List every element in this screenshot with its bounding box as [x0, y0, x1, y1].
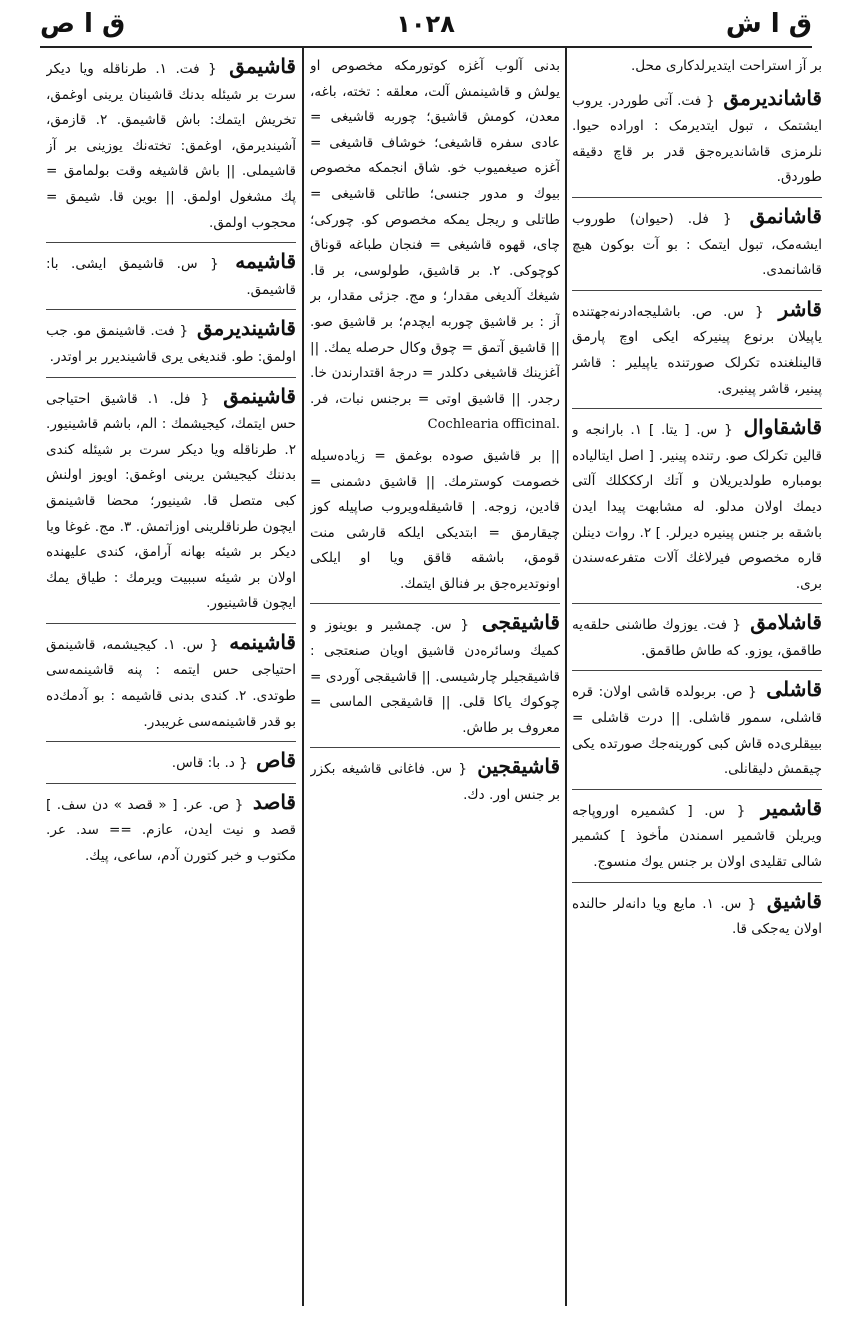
entry-body: { فت. ١. طرناقله ویا دیکر سرت بر شیئله بدنك قاشینان یرینی اوغمق، تخریش ایتمك: باش قاشیمق. ٢. قازمق، آشیندیرمق، اوغمق: تخته‌نك یوزینی بر آز قاشیملی. || باش قاشیغه وقت بولمامق = پك مشغول اولمق. || بوین قا. شیمق = محجوب اولمق. [46, 61, 296, 231]
entry-body: { س. [ یتا. ] ١. بارانجه و قالین تکرلک صو. رتنده پینیر. [ اصل ایتالیاده بومباره طولدیریلان و آتك ارکککلك آلتی دیمك اولان مدلو. له مشابهت پیدا ایدن باشقه بر جنس پینیره دیرلر. ] ٢. روات دینلن قاره مخصوص فیرلاغك آلات متفرعه‌سندن بری. [572, 422, 822, 592]
entry-body: || بر قاشیق صوده بوغمق = زیاده‌سیله خصومت کوسترمك. || قاشیق دشمنی = قادین، زوجه. | قاشیقله‌ویروب صاپیله کوز چیقارمق = ابتدیکی ایلکه قارشی منت قومق، باشقه قاقق ویا او ایلکی اونوتدیره‌جق بر فنالق ایتمك. [310, 447, 560, 592]
entry-headword: قاشیندیرمق [197, 316, 296, 341]
entry-body: { س. ١. مایع ویا دانه‌لر حالنده اولان یه‌جکی قا. [572, 895, 822, 938]
entry-headword: قاشیق [766, 888, 822, 913]
dictionary-entry [572, 796, 822, 883]
dictionary-entry [46, 316, 296, 377]
dictionary-entry [46, 249, 296, 310]
dictionary-entry [310, 444, 560, 605]
entry-headword: قاشیمه [235, 249, 296, 274]
dictionary-entry [572, 204, 822, 291]
entry-headword: قاشمیر [760, 795, 822, 820]
entry-body: { فت. یوزوك طاشنی حلقه‌یه طاقمق، یوزو. كه طاش طاقمق. [572, 617, 822, 659]
dictionary-entry [572, 677, 822, 789]
entry-body: { س. فاغانی قاشیغه بکزر بر جنس اور. دك. [310, 761, 560, 804]
page-header [40, 4, 812, 44]
entry-body: { س. چمشیر و بوینوز و کمیك وسائره‌دن قاشیق اویان صنعتجی : قاشیقجیلر چارشیسی. || قاشیقجی آوردی = چوکوك یاکا قلی. || قاشیقجی الماسی = معروف بر طاش. [310, 617, 560, 736]
entry-headword: قاشیمق [229, 54, 296, 78]
column-right [572, 54, 822, 1304]
dictionary-entry [310, 610, 560, 748]
dictionary-entry [46, 54, 296, 243]
dictionary-entry [572, 86, 822, 198]
entry-body: { س. قاشیمق ایشی. با: قاشیمق. [46, 256, 296, 298]
entry-body: { س. [ کشمیره اوروپاجه ویریلن قاشمیر اسمندن مأخوذ ] کشمیر شالی تقلیدی اولان بر جنس یوك منسوج. [572, 802, 822, 871]
entry-headword: قاشقاوال [743, 415, 822, 440]
entry-body: { س. ١. کیجیشمه، قاشینمق احتیاجی حس ایتمه : پنه قاشینمه‌سی طوتدی. ٢. کندی بدنی قاشیمه : بو آدمك‌ده بو قدر قاشینمه‌سی غریبدر. [46, 636, 296, 730]
entry-body: { د. با: قاس. [171, 755, 248, 772]
entry-headword: قاشر [778, 296, 822, 321]
header-right-guide: ق ا ش [725, 9, 812, 39]
dictionary-entry [310, 54, 560, 438]
entry-headword: قاشیقجین [477, 754, 560, 779]
entry-headword: قاشاندیرمق [723, 85, 822, 110]
column-divider-right [565, 48, 567, 1306]
entry-headword: قاشلی [766, 677, 822, 702]
latin-term: Cochlearia officinal. [427, 417, 560, 433]
entry-body: { فت. آتی طوردر. یروب ایشتمک ، تبول ایتدیرمک : اوراده حیوا. نلرمزی قاشاندیره‌جق قدر بر قاچ دقیقه طوردق. [572, 92, 822, 186]
entry-body: بر آز استراحت ایتدیرلدکاری محل. [630, 58, 822, 74]
column-left [46, 54, 296, 1304]
entry-body: { س. ص. باشلیجه‌ادرنه‌جهتنده یاپیلان برنوع پینیرکه ایکی اوچ پارمق قالینلغنده تکرلک صورتنده یاپیلیر : قاشر پینیر، قاشر پینیری. [572, 303, 822, 397]
entry-headword: قاشانمق [749, 203, 822, 228]
entry-headword: قاشیقجی [481, 610, 560, 635]
header-left-guide: ق ا ص [40, 9, 126, 39]
entry-body: بدنی آلوب آغزه کوتورمکه مخصوص او یولش و قاشینمش آلت، معلقه : تخته، باغه، معدن، کومش قاشیق؛ چوربه قاشیغی = عادی سفره قاشیغی؛ خوشاف قاشیغی = آغزه صیغمیوب خو. شاق انجمکه مخصوص بیوك و مدور جنسی؛ طاتلی قاشیغی = طاتلی و ریجل یمکه مخصوص کو. چورکی؛ چای، قهوه قاشیغی = فنجان طباغه قوناق کوچوکی. ٢. بر قاشیق، طولوسی، بر قا. شیغك آلدیغی مقدار؛ و مج. جزئی مقدار، بر آز : بر قاشیق چوربه ایچدم؛ بر قاشیق صو. || قاشیق آتمق = چوق وکال حرصله یمك. || آغزینك قاشیغی دکلدر = درجهٔ اقتدارندن خا. رجدر. || قاشیق اوتی = برجنس نبات، فر. [310, 58, 560, 407]
entry-headword: قاص [256, 748, 296, 773]
dictionary-entry [572, 54, 822, 80]
entry-body: { فت. قاشینمق مو. جب اولمق: طو. قندیغی یری قاشیندیرر بر اوتدر. [46, 323, 296, 365]
dictionary-entry [572, 610, 822, 671]
entry-headword: قاشلامق [750, 610, 822, 635]
page-number: ١٠٢٨ [396, 10, 455, 38]
column-middle [310, 54, 560, 1304]
entry-headword: قاصد [252, 789, 296, 814]
entry-body: { ص. عر. [ « قصد » دن سف. ] قصد و نیت ایدن، عازم. == سد. عر. مکتوب و خبر کتورن آدم، ساعی، پیك. [46, 796, 296, 865]
entry-body: { فل. (حیوان) طوروب ایشه‌مک، تبول ایتمک : بو آت بوکون هیچ قاشانمدی. [572, 210, 822, 279]
dictionary-entry [46, 384, 296, 624]
dictionary-entry [310, 754, 560, 808]
dictionary-entry [572, 297, 822, 409]
entry-headword: قاشینمه [229, 629, 296, 654]
entry-headword: قاشینمق [223, 383, 296, 408]
dictionary-entry [572, 889, 822, 943]
dictionary-entry [572, 415, 822, 604]
entry-body: { فل. ١. قاشیق احتیاجی حس ایتمك، کیجیشمك : الم، باشم قاشینیور. ٢. طرناقله ویا دیکر سرت بر شیئله کندی بدننك کیجیشن یرینی اوغمق: اویوز اولنش کبی متصل قا. شینیور؛ محضا قاشینمق ایچون طرناقلرینی اوزاتمش. ٣. مج. غوغا ویا دیکر بر شیئه بهانه آرامق، کندی علیهنده اولان بر شیئه سببیت ویرمك : طیاق یمك ایچون قاشینیور. [46, 390, 296, 612]
header-rule [40, 46, 812, 48]
column-divider-left [302, 48, 304, 1306]
dictionary-entry [46, 630, 296, 742]
entry-body: { ص. بربولده قاشی اولان: قره قاشلی، سمور قاشلی. || درت قاشلی = بییقلری‌ده قاش کبی کورینه‌جك صورتده یکی چیقمش دلیقانلی. [572, 684, 822, 778]
dictionary-entry [46, 790, 296, 870]
dictionary-entry [46, 748, 296, 784]
